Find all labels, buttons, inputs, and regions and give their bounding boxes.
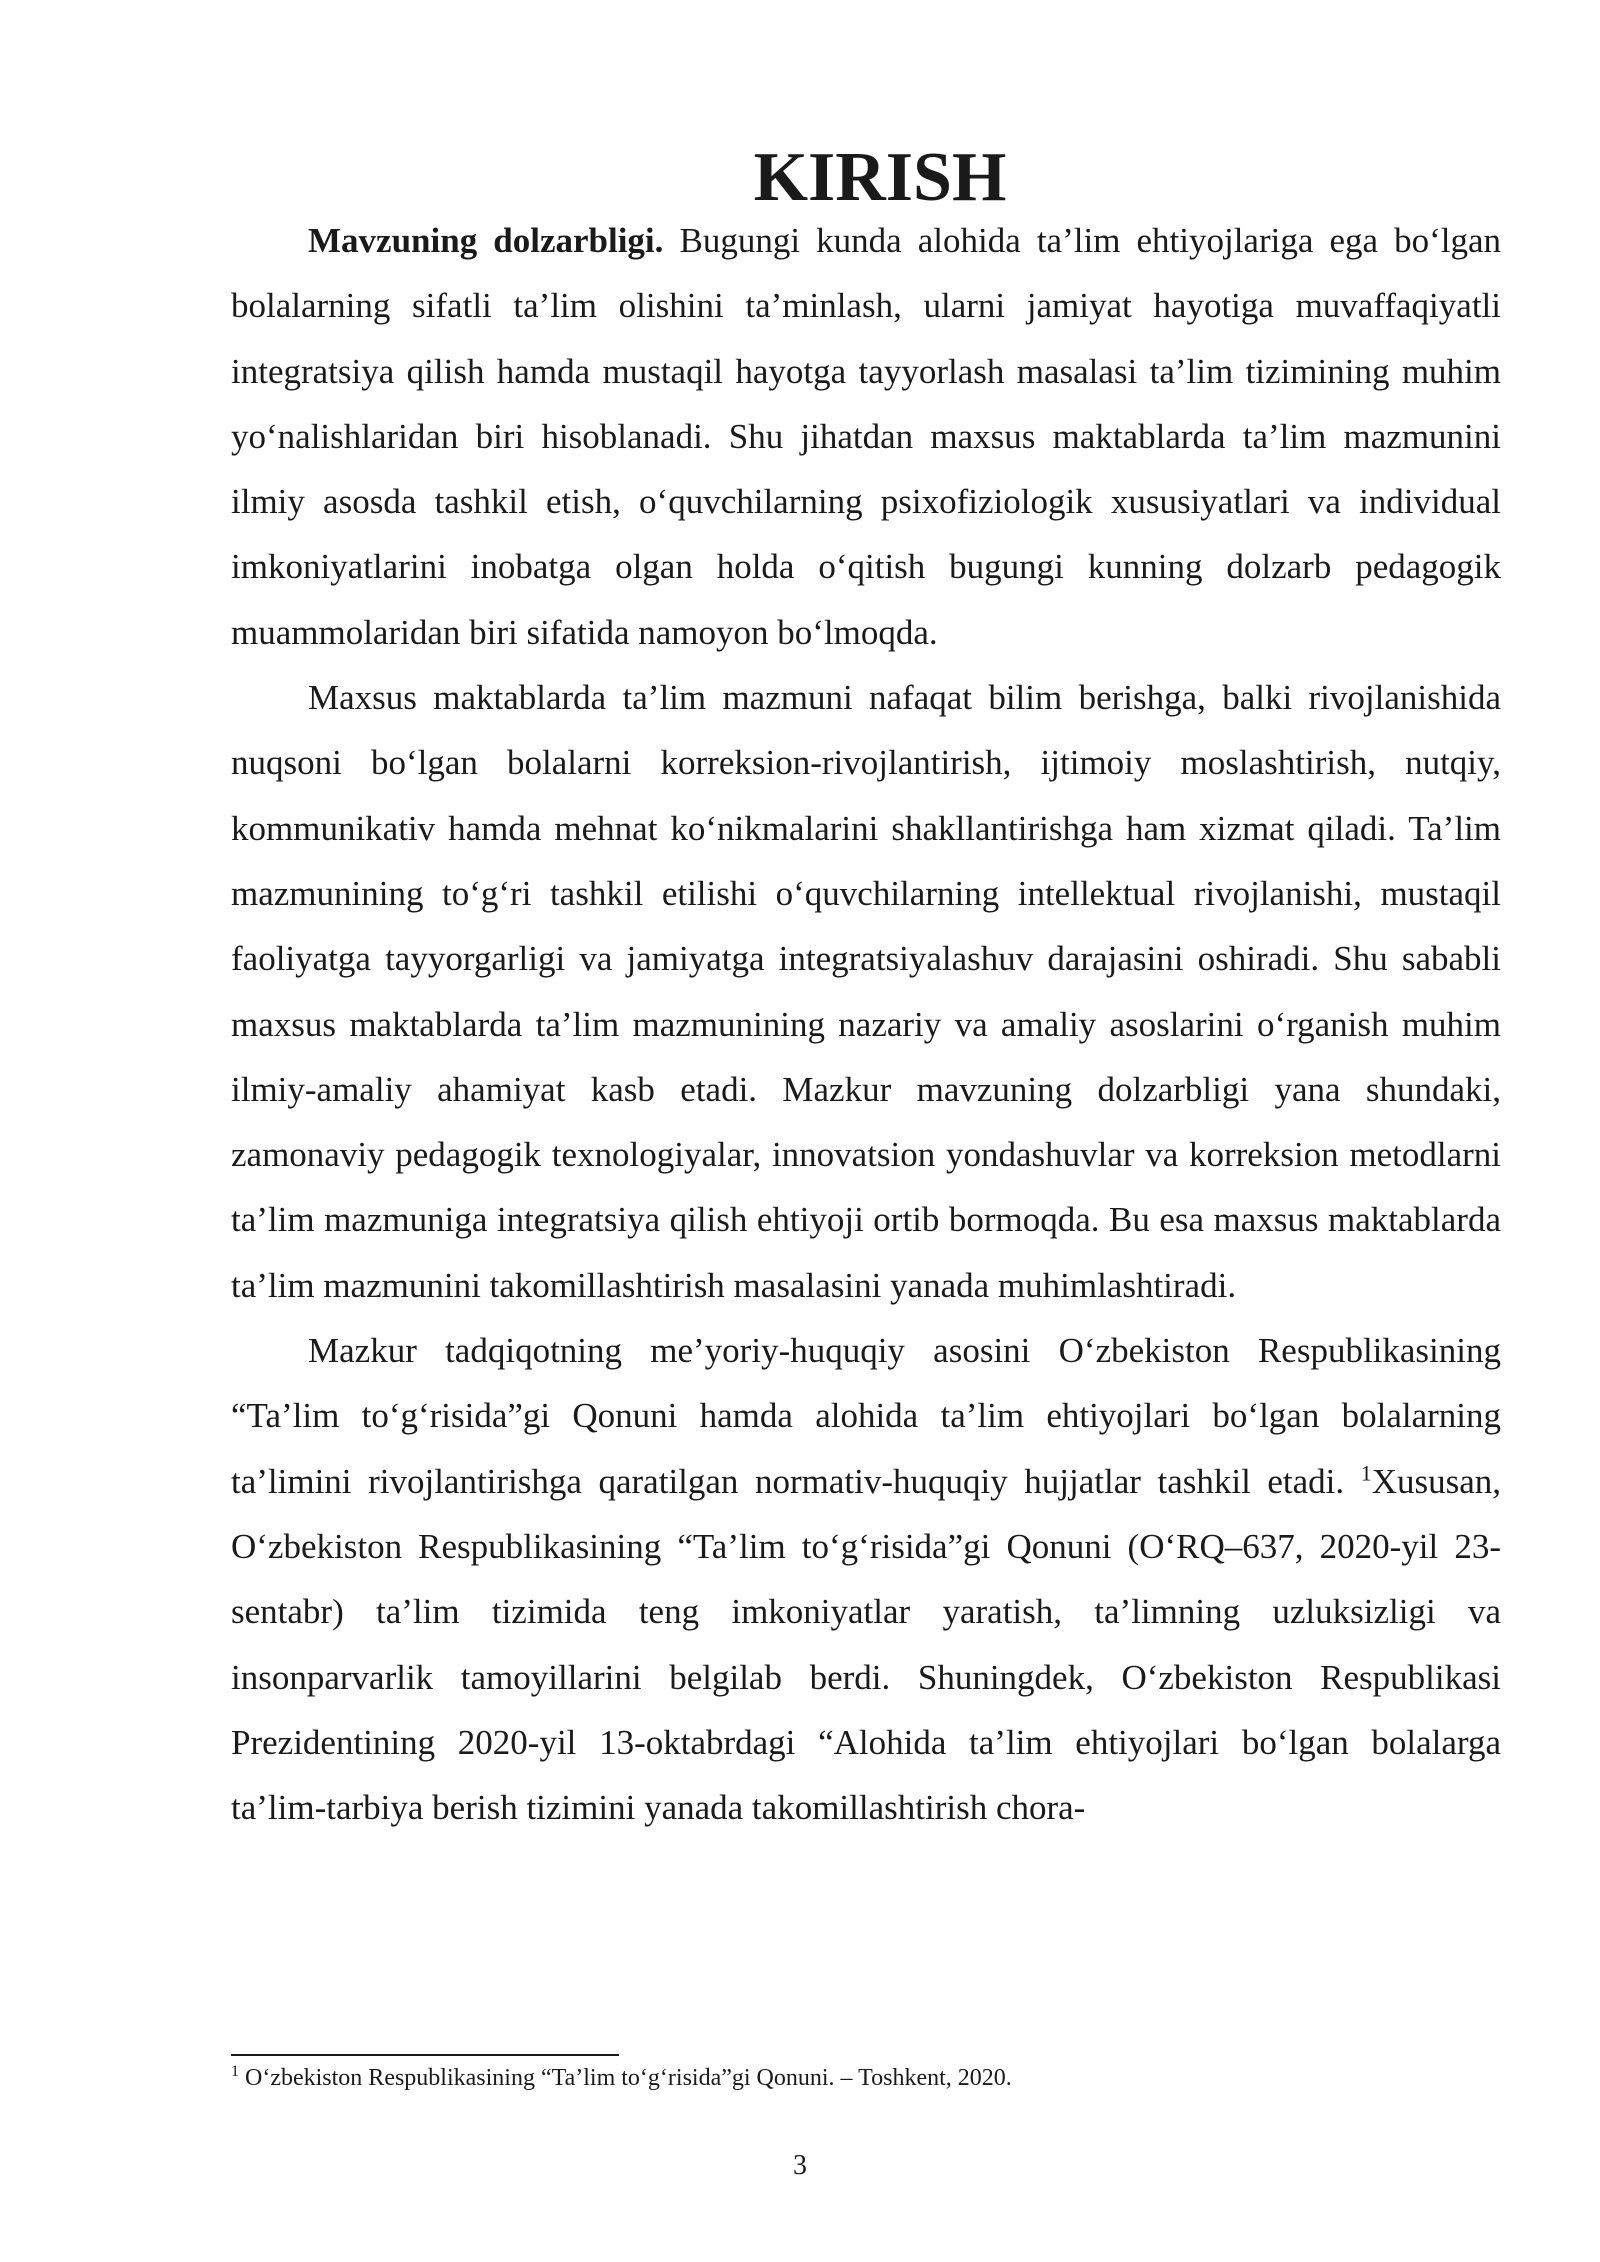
paragraph-content-goals — [231, 665, 1501, 1318]
paragraph-legal-basis — [231, 1318, 1501, 1840]
page-number: 3 — [793, 2150, 807, 2181]
paragraph-text: Maxsus maktablarda ta’lim mazmuni nafaqat bilim berishga, balki rivojlanishida nuqsoni bo‘lgan bolalarni korreksion-rivojlantirish, ijtimoiy moslashtirish, nutqiy, kommunikativ hamda mehnat ko‘nikmalarini shakllantirishga ham xizmat qiladi. Ta’lim mazmunining to‘g‘ri tashkil etilishi o‘quvchilarning intellektual rivojlanishi, mustaqil faoliyatga tayyorgarligi va jamiyatga integratsiyalashuv darajasini oshiradi. Shu sababli maxsus maktablarda ta’lim mazmunining nazariy va amaliy asoslarini o‘rganish muhim ilmiy-amaliy ahamiyat kasb etadi. Mazkur mavzuning dolzarbligi yana shundaki, zamonaviy pedagogik texnologiyalar, innovatsion yondashuvlar va korreksion metodlarni ta’lim mazmuniga integratsiya qilish ehtiyoji ortib bormoqda. Bu esa maxsus maktablarda ta’lim mazmunini takomillashtirish masalasini yanada muhimlashtiradi. — [231, 678, 1501, 1305]
footnote-mark: 1 — [231, 2063, 239, 2080]
paragraph-text-continued: Xususan, O‘zbekiston Respublikasining “Ta’lim to‘g‘risida”gi Qonuni (O‘RQ–637, 2020-yil 23-sentabr) ta’lim tizimida teng imkoniyatlar yaratish, ta’limning uzluksizligi va insonparvarlik tamoyillarini belgilab berdi. Shuningdek, O‘zbekiston Respublikasi Prezidentining 2020-yil 13-oktabrdagi “Alohida ta’lim ehtiyojlari bo‘lgan bolalarga ta’lim-tarbiya berish tizimini yanada takomillashtirish chora- — [231, 1461, 1501, 1828]
footnote-separator — [231, 2054, 619, 2056]
paragraph-lead: Mavzuning dolzarbligi. — [308, 221, 664, 260]
footnote — [231, 2060, 1501, 2096]
footnote-reference[interactable]: 1 — [1360, 1459, 1372, 1485]
paragraph-text: Bugungi kunda alohida ta’lim ehtiyojlariga ega bo‘lgan bolalarning sifatli ta’lim olishini ta’minlash, ularni jamiyat hayotiga muvaffaqiyatli integratsiya qilish hamda mustaqil hayotga tayyorlash masalasi ta’lim tizimining muhim yo‘nalishlaridan biri hisoblanadi. Shu jihatdan maxsus maktablarda ta’lim mazmunini ilmiy asosda tashkil etish, o‘quvchilarning psixofiziologik xususiyatlari va individual imkoniyatlarini inobatga olgan holda o‘qitish bugungi kunning dolzarb pedagogik muammolaridan biri sifatida namoyon bo‘lmoqda. — [231, 221, 1501, 652]
section-heading: KIRISH — [753, 139, 1007, 216]
paragraph-relevance — [231, 208, 1501, 665]
paragraph-text: Mazkur tadqiqotning me’yoriy-huquqiy asosini O‘zbekiston Respublikasining “Ta’lim to‘g‘risida”gi Qonuni hamda alohida ta’lim ehtiyojlari bo‘lgan bolalarning ta’limini rivojlantirishga qaratilgan normativ-huquqiy hujjatlar tashkil etadi. — [231, 1331, 1501, 1501]
footnote-text: O‘zbekiston Respublikasining “Ta’lim to‘g‘risida”gi Qonuni. – Toshkent, 2020. — [239, 2065, 1012, 2091]
page-body — [231, 139, 1501, 1840]
